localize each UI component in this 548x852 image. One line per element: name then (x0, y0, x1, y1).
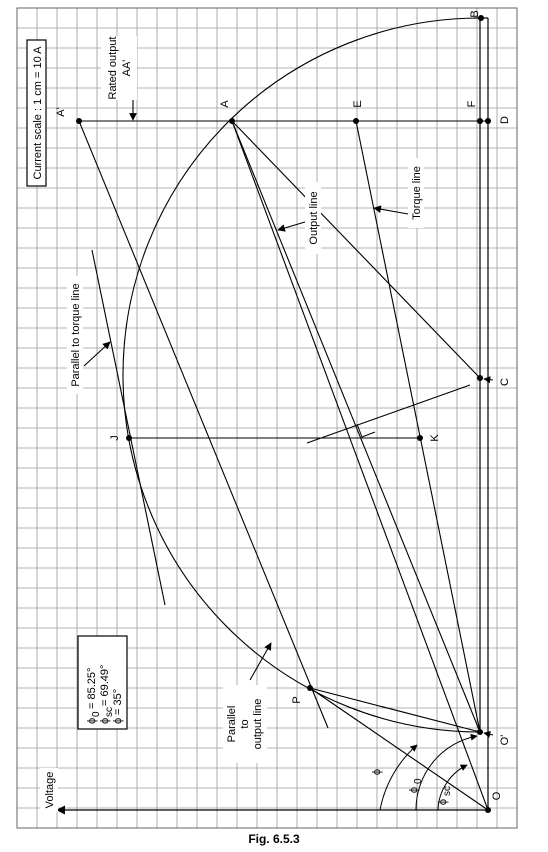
output-line (232, 121, 480, 732)
points-layer (76, 15, 491, 813)
parallel-torque-label: Parallel to torque line (70, 283, 82, 387)
angle-label-phi: ϕ (371, 768, 383, 776)
values-phi0-sub: 0 (91, 711, 102, 717)
point-c (477, 375, 483, 381)
figure-caption: Fig. 6.5.3 (248, 832, 300, 846)
label-e: E (352, 100, 364, 108)
angle-arc-phi (380, 745, 417, 810)
label-a: A (219, 100, 231, 108)
label-b: B (469, 10, 481, 18)
voltage-label: Voltage (44, 771, 56, 809)
angle-label-phisc (437, 786, 453, 805)
parallel-output-label-3: output line (252, 698, 264, 750)
perpendicular-line (307, 385, 470, 443)
label-j: J (109, 435, 121, 441)
parallel-output-label-1: Parallel (226, 705, 238, 743)
values-phi0-symbol: ϕ (86, 717, 98, 724)
label-o-prime: O' (499, 734, 511, 746)
angle-label-phisc-symbol: ϕ (437, 798, 449, 806)
point-j (126, 435, 132, 441)
point-a (229, 118, 235, 124)
output-line-arrow (278, 222, 305, 230)
point-o (485, 807, 491, 813)
point-d (485, 118, 491, 124)
point-k (417, 435, 423, 441)
rated-output-label-2: AA' (121, 59, 133, 77)
torque-line-label: Torque line (411, 166, 423, 220)
values-phi-symbol: ϕ (112, 717, 124, 724)
parallel-output-arrow (250, 643, 271, 680)
label-f: F (466, 100, 478, 108)
angle-label-phi0-symbol: ϕ (408, 786, 420, 794)
point-p (307, 685, 313, 691)
values-phi-row (112, 689, 124, 724)
values-phi-value: = 35° (112, 688, 124, 715)
torque-line-arrow (374, 208, 408, 214)
angle-label-phisc-sub: sc (442, 786, 453, 796)
values-phisc-value: = 69.49° (99, 664, 111, 706)
label-p: P (291, 696, 303, 704)
line-p-o-prime (310, 688, 480, 732)
rated-output-label: Rated output (107, 36, 119, 100)
values-phisc-sub: sc (104, 707, 115, 717)
point-e (353, 118, 359, 124)
angle-arc-phi0 (416, 736, 477, 810)
angle-label-phi0 (408, 778, 424, 793)
circle-arc (123, 18, 480, 732)
values-phi0-value: = 85.25° (86, 667, 98, 709)
line-a-o (232, 121, 488, 810)
point-a-prime (76, 118, 82, 124)
scale-box-text: Current scale : 1 cm = 10 A (32, 46, 44, 180)
label-c: C (499, 378, 511, 386)
output-line-label: Output line (308, 191, 320, 245)
label-a-prime: A' (55, 107, 67, 117)
point-o-prime (477, 729, 483, 735)
values-phisc-symbol: ϕ (99, 717, 111, 724)
c-pointer-arrow (484, 379, 493, 380)
line-a-c (232, 121, 480, 378)
label-k: K (429, 434, 441, 442)
angle-label-phi0-sub: 0 (413, 778, 424, 784)
parallel-output-label-2: to (239, 719, 251, 729)
label-o: O (491, 791, 503, 801)
point-f (477, 118, 483, 124)
label-d: D (499, 116, 511, 124)
